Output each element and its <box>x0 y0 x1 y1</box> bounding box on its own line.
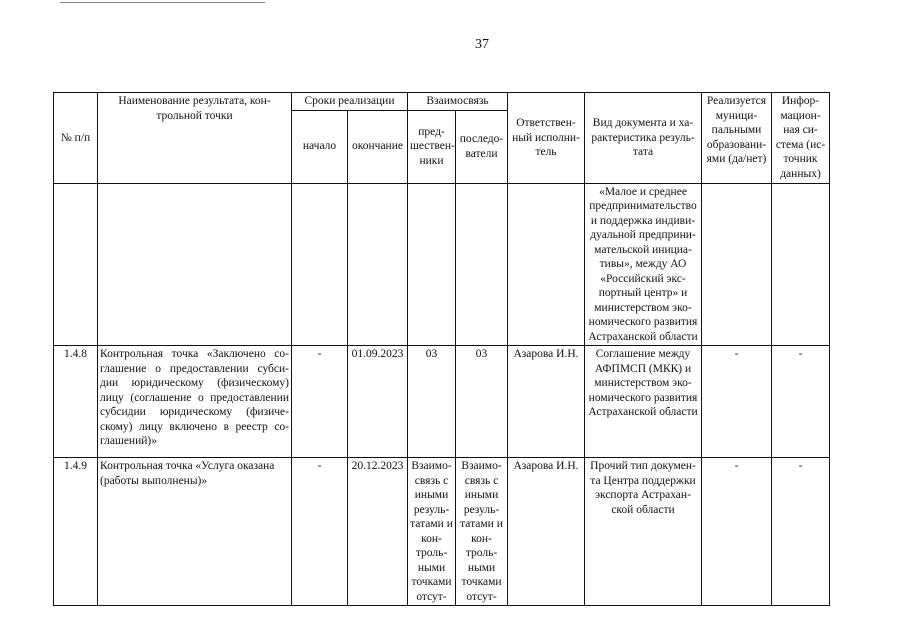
header-municipal: Реализуется муници-пальными образовани-ями (да/нет) <box>702 93 772 184</box>
row-end <box>348 183 408 346</box>
row-doc: Прочий тип докумен-та Центра поддержки экспорта Астрахан-ской области <box>585 458 702 606</box>
table-row <box>54 458 830 606</box>
row-municipal <box>702 183 772 346</box>
row-num <box>54 183 98 346</box>
row-start <box>292 183 348 346</box>
row-num: 1.4.9 <box>54 458 98 606</box>
row-pred: Взаимо-связь с иными резуль-татами и кон-троль-ными точками отсут- <box>408 458 456 606</box>
row-pred <box>408 183 456 346</box>
row-info: - <box>772 458 830 606</box>
row-name: Контрольная точка «Услуга оказана (работы выполнены)» <box>98 458 292 606</box>
row-municipal: - <box>702 346 772 458</box>
header-responsible: Ответствен-ный исполни-тель <box>508 93 585 184</box>
row-municipal: - <box>702 458 772 606</box>
table-row <box>54 183 830 346</box>
row-responsible: Азарова И.Н. <box>508 458 585 606</box>
row-name <box>98 183 292 346</box>
header-row-1 <box>54 93 830 111</box>
row-end: 20.12.2023 <box>348 458 408 606</box>
row-name: Контрольная точка «Заключено со-глашение о предоставлении субси-дии юридическому (физическому) лицу (соглашение о предоставлении субсидии юридическому (физиче-скому) лицу включено в реестр со-глашений)» <box>98 346 292 458</box>
header-end: окончание <box>348 110 408 183</box>
row-start: - <box>292 346 348 458</box>
header-predecessors: пред-шествен-ники <box>408 110 456 183</box>
row-pred: 03 <box>408 346 456 458</box>
row-doc: Соглашение между АФПМСП (МКК) и министерством эко-номического развития Астраханской области <box>585 346 702 458</box>
header-doc-type: Вид документа и ха-рактеристика резуль-тата <box>585 93 702 184</box>
row-info: - <box>772 346 830 458</box>
header-num: № п/п <box>54 93 98 184</box>
row-doc: «Малое и среднее предпринимательство и поддержка индиви-дуальной предприни-мательской инициа-тивы», между АО «Российский экс-портный центр» и министерством эко-номического развития Астраханской области <box>585 183 702 346</box>
header-terms: Сроки реализации <box>292 93 408 111</box>
page-number: 37 <box>475 37 489 52</box>
row-succ: Взаимо-связь с иными резуль-татами и кон-троль-ными точками отсут- <box>456 458 508 606</box>
row-responsible <box>508 183 585 346</box>
header-name: Наименование результата, кон-трольной точки <box>98 93 292 184</box>
row-start: - <box>292 458 348 606</box>
row-succ: 03 <box>456 346 508 458</box>
scan-artifact-line <box>60 2 265 3</box>
control-points-table <box>53 92 830 606</box>
header-successors: последо-ватели <box>456 110 508 183</box>
row-num: 1.4.8 <box>54 346 98 458</box>
header-start: начало <box>292 110 348 183</box>
table-row <box>54 346 830 458</box>
row-responsible: Азарова И.Н. <box>508 346 585 458</box>
row-end: 01.09.2023 <box>348 346 408 458</box>
header-relation: Взаимосвязь <box>408 93 508 111</box>
row-info <box>772 183 830 346</box>
row-succ <box>456 183 508 346</box>
header-info-system: Инфор-мацион-ная си-стема (ис-точник данных) <box>772 93 830 184</box>
